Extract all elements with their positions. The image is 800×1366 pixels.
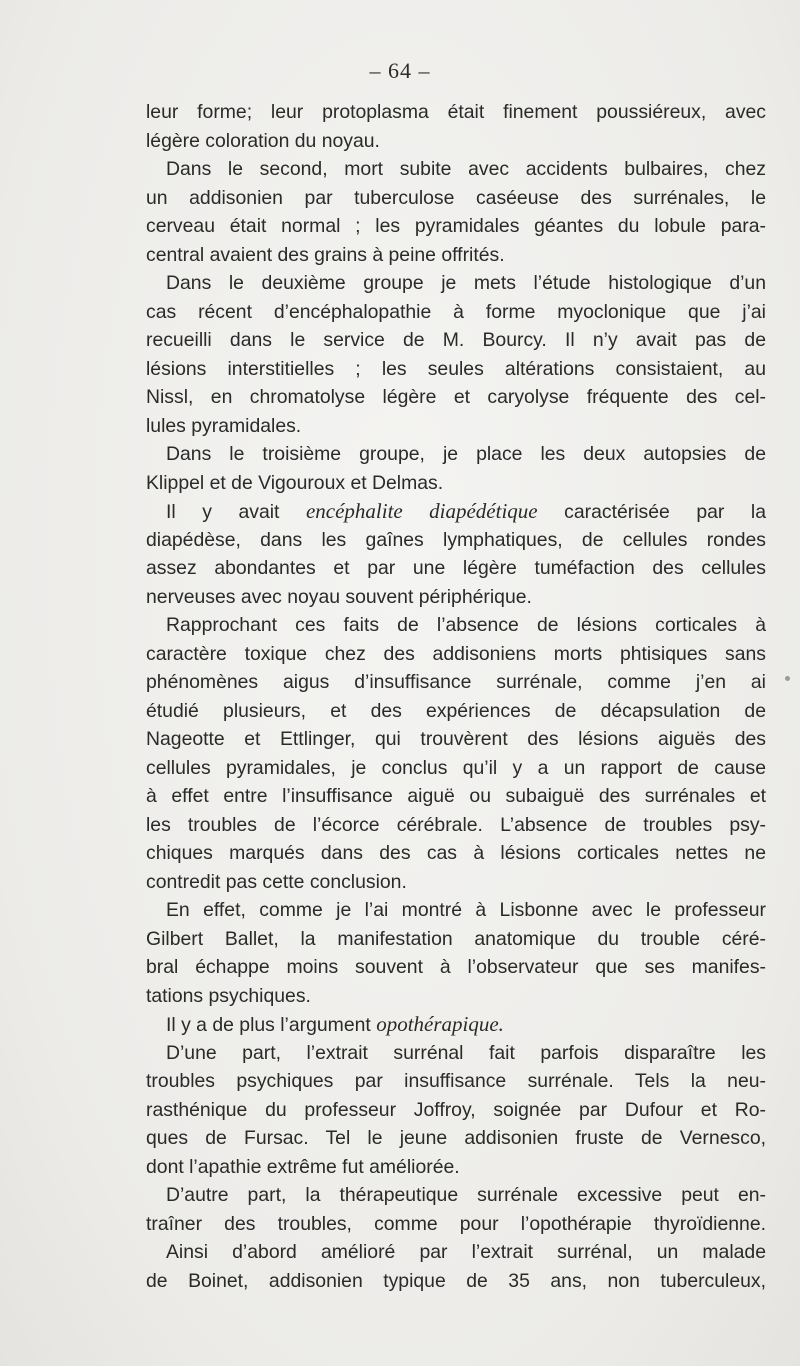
text-line: Il y a de plus l’argument opothérapique. — [166, 1012, 504, 1036]
text-line: Nageotte et Ettlinger, qui trouvèrent des lésions aiguës des — [146, 728, 766, 750]
text-line: leur forme; leur protoplasma était finement poussiéreux, avec — [146, 101, 766, 123]
text-line: lésions interstitielles ; les seules altérations consistaient, au — [146, 357, 766, 380]
text-line: caractère toxique chez des addisoniens morts phtisiques sans — [146, 642, 766, 665]
text-line: à effet entre l’insuffisance aiguë ou subaiguë des surrénales et — [146, 785, 766, 807]
italic-term: encéphalite diapédétique — [305, 499, 538, 523]
text-line: chiques marqués dans des cas à lésions corticales nettes ne — [146, 842, 766, 864]
text-line: traîner des troubles, comme pour l’opothérapie thyroïdienne. — [146, 1212, 766, 1235]
text-line: bral échappe moins souvent à l’observateur que ses manifes- — [146, 956, 766, 978]
text-line: assez abondantes et par une légère tuméfaction des cellules — [146, 557, 766, 579]
italic-term: opothérapique. — [376, 1012, 504, 1036]
text-line: En effet, comme je l’ai montré à Lisbonne avec le professeur — [166, 899, 766, 921]
text-line: Klippel et de Vigouroux et Delmas. — [146, 471, 444, 494]
body-text — [146, 98, 766, 1295]
text-line: étudié plusieurs, et des expériences de décapsulation de — [146, 699, 766, 722]
text-line: Ainsi d’abord amélioré par l’extrait surrénal, un malade — [166, 1241, 766, 1263]
text-line: contredit pas cette conclusion. — [146, 870, 407, 893]
ink-speck — [785, 676, 790, 681]
text-line: Il y avait encéphalite diapédétique caractérisée par la — [166, 499, 766, 523]
text-line: Rapprochant ces faits de l’absence de lésions corticales à — [166, 614, 766, 636]
text-line: Dans le second, mort subite avec accidents bulbaires, chez — [166, 158, 766, 180]
text-line: cas récent d’encéphalopathie à forme myoclonique que j’ai — [146, 300, 766, 323]
text-line: légère coloration du noyau. — [146, 129, 380, 152]
text-line: de Boinet, addisonien typique de 35 ans, non tuberculeux, — [146, 1269, 766, 1292]
text-line: nerveuses avec noyau souvent périphérique. — [146, 585, 532, 608]
text-line: les troubles de l’écorce cérébrale. L’absence de troubles psy- — [146, 813, 766, 836]
text-line: Dans le deuxième groupe je mets l’étude histologique d’un — [166, 272, 766, 294]
text-line: phénomènes aigus d’insuffisance surrénale, comme j’en ai — [146, 671, 766, 693]
text-line: Dans le troisième groupe, je place les deux autopsies de — [166, 443, 766, 465]
text-line: Gilbert Ballet, la manifestation anatomique du trouble céré- — [146, 927, 766, 950]
text-line: troubles psychiques par insuffisance surrénale. Tels la neu- — [146, 1070, 766, 1092]
page-number: – 64 – — [369, 58, 431, 83]
text-line: diapédèse, dans les gaînes lymphatiques, de cellules rondes — [146, 528, 766, 551]
text-line: Nissl, en chromatolyse légère et caryolyse fréquente des cel- — [146, 386, 766, 408]
text-line: un addisonien par tuberculose caséeuse des surrénales, le — [146, 186, 766, 209]
text-line: D’une part, l’extrait surrénal fait parfois disparaître les — [166, 1041, 766, 1064]
text-line: cerveau était normal ; les pyramidales géantes du lobule para- — [146, 215, 766, 237]
text-line: D’autre part, la thérapeutique surrénale excessive peut en- — [166, 1184, 766, 1206]
text-line: rasthénique du professeur Joffroy, soignée par Dufour et Ro- — [146, 1098, 766, 1121]
text-line: lules pyramidales. — [146, 414, 302, 437]
text-line: central avaient des grains à peine offrités. — [146, 243, 505, 266]
text-line: ques de Fursac. Tel le jeune addisonien fruste de Vernesco, — [146, 1127, 766, 1149]
text-line: recueilli dans le service de M. Bourcy. Il n’y avait pas de — [146, 329, 766, 351]
text-line: tations psychiques. — [146, 984, 311, 1007]
text-line: dont l’apathie extrême fut améliorée. — [146, 1155, 460, 1178]
text-line: cellules pyramidales, je conclus qu’il y a un rapport de cause — [146, 756, 766, 779]
